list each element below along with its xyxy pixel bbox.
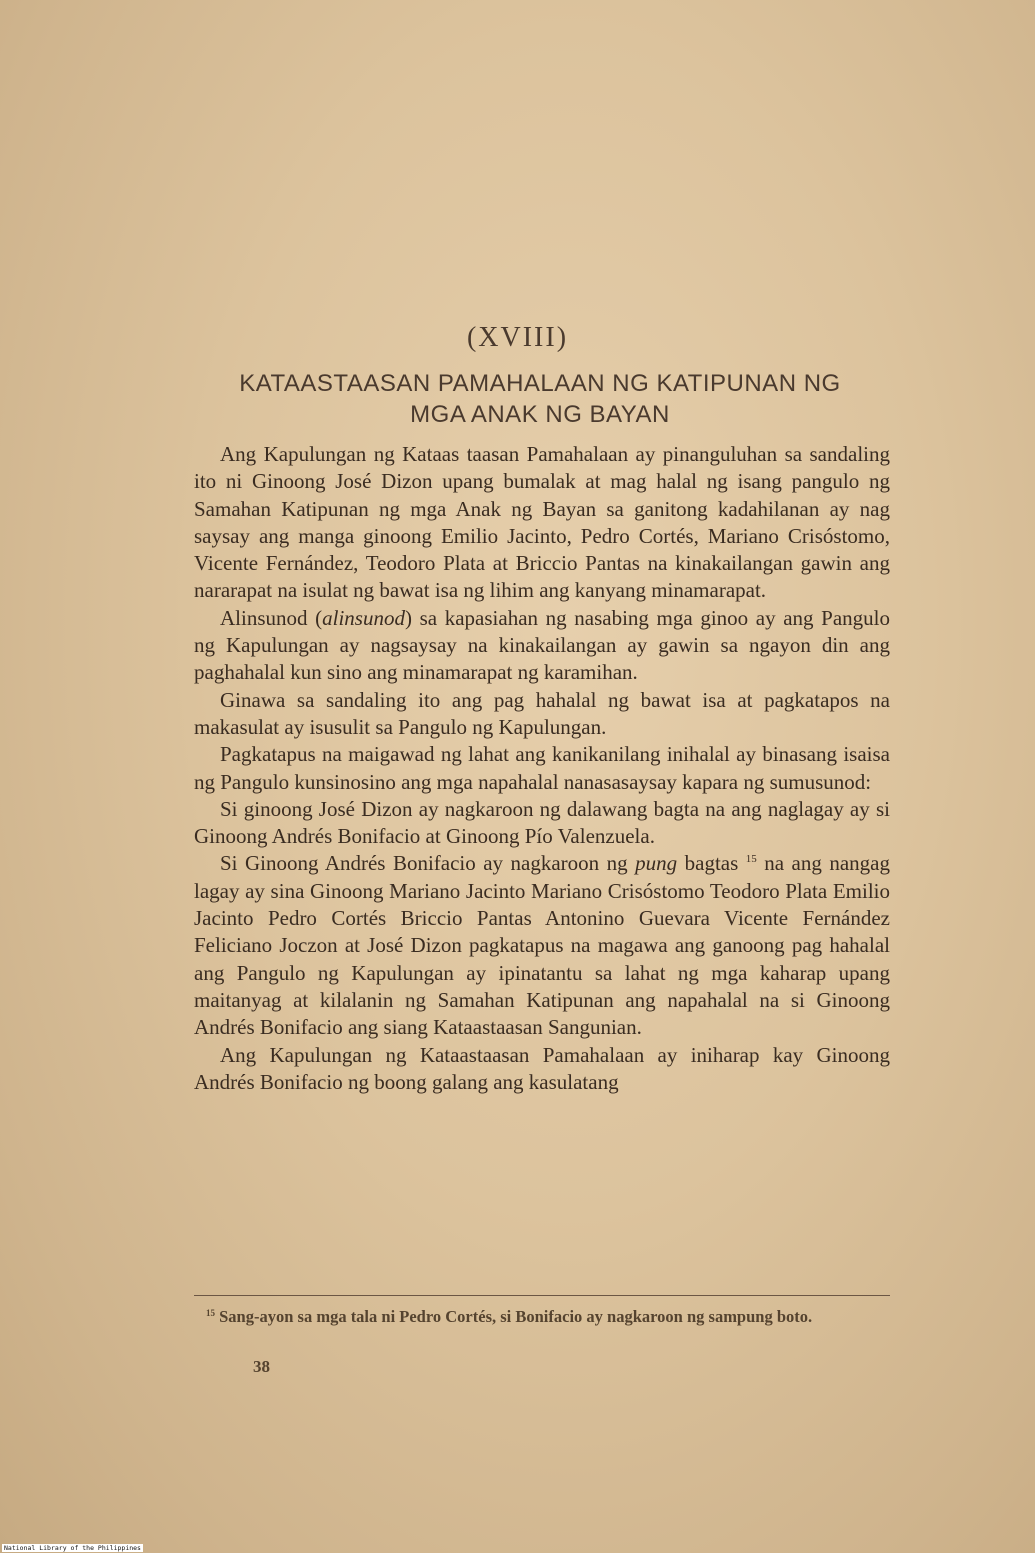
italic-term: pung bbox=[635, 851, 678, 876]
paragraph-1: Ang Kapulungan ng Kataas taasan Pamahalaan ay pinanguluhan sa sandaling ito ni Ginoong José Dizon upang bumalak at mag halal ng isang pangulo ng Samahan Katipunan ng mga Anak ng Bayan sa ganitong kadahilanan ay nag saysay ang manga ginoong Emilio Jacinto, Pedro Cortés, Mariano Crisóstomo, Vicente Fernández, Teodoro Plata at Briccio Pantas na kinakailangan gawin ang nararapat na isulat ng bawat isa ng lihim ang kanyang minamarapat. bbox=[194, 442, 890, 603]
library-credit: National Library of the Philippines bbox=[4, 1544, 141, 1552]
paragraph-5: Si ginoong José Dizon ay nagkaroon ng dalawang bagta na ang naglagay ay si Ginoong Andrés Bonifacio at Ginoong Pío Valenzuela. bbox=[194, 796, 890, 849]
paragraph-3: Ginawa sa sandaling ito ang pag hahalal ng bawat isa at pagkatapos na makasulat ay isusulit sa Pangulo ng Kapulungan. bbox=[194, 687, 890, 739]
footnote-text: Sang-ayon sa mga tala ni Pedro Cortés, si Bonifacio ay nagkaroon ng sampung boto. bbox=[219, 1307, 813, 1326]
body-text bbox=[194, 441, 890, 1096]
footnote-divider bbox=[194, 1295, 890, 1296]
footnote-reference[interactable]: 15 bbox=[745, 853, 757, 866]
page-number: 38 bbox=[253, 1357, 270, 1376]
chapter-title-line-2: MGA ANAK NG BAYAN bbox=[410, 401, 670, 428]
paragraph-4: Pagkatapus na maigawad ng lahat ang kanikanilang inihalal ay binasang isaisa ng Pangulo kunsinosino ang mga napahalal nanasasaysay kapara ng sumusunod: bbox=[194, 742, 890, 794]
chapter-number: (XVIII) bbox=[466, 322, 569, 353]
paragraph-7: Ang Kapulungan ng Kataastaasan Pamahalaan ay iniharap kay Ginoong Andrés Bonifacio ng boong galang ang kasulatang bbox=[194, 1042, 890, 1094]
paragraph-2: Alinsunod (alinsunod) sa kapasiahan ng nasabing mga ginoo ay ang Pangulo ng Kapulungan ay nagsaysay na kinakailangan ay gawin sa ngayon din ang paghahalal kun sino ang minamarapat ng karamihan. bbox=[194, 605, 891, 685]
chapter-title bbox=[180, 368, 900, 430]
italic-term: alinsunod bbox=[322, 605, 405, 630]
paragraph-6: Si Ginoong Andrés Bonifacio ay nagkaroon ng pung bagtas $^{15}$ na ang nangag lagay ay sina Ginoong Mariano Jacinto Mariano Crisóstomo Teodoro Plata Emilio Jacinto Pedro Cortés Briccio Pantas Antonino Guevara Vicente Fernández Feliciano Joczon at José Dizon pagkatapus na magawa ang ganoong pag hahalal ang Pangulo ng Kapulungan ay ipinatantu sa lahat ng mga kaharap upang maitanyag at kilalanin ng Samahan Katipunan ang napahalal na si Ginoong Andrés Bonifacio ang siang Kataastaasan Sangunian. bbox=[194, 851, 890, 1040]
chapter-title-line-1: KATAASTAASAN PAMAHALAAN NG KATIPUNAN NG bbox=[239, 370, 841, 397]
footnote-mark: 15 bbox=[206, 1307, 215, 1318]
footnote bbox=[194, 1304, 890, 1329]
